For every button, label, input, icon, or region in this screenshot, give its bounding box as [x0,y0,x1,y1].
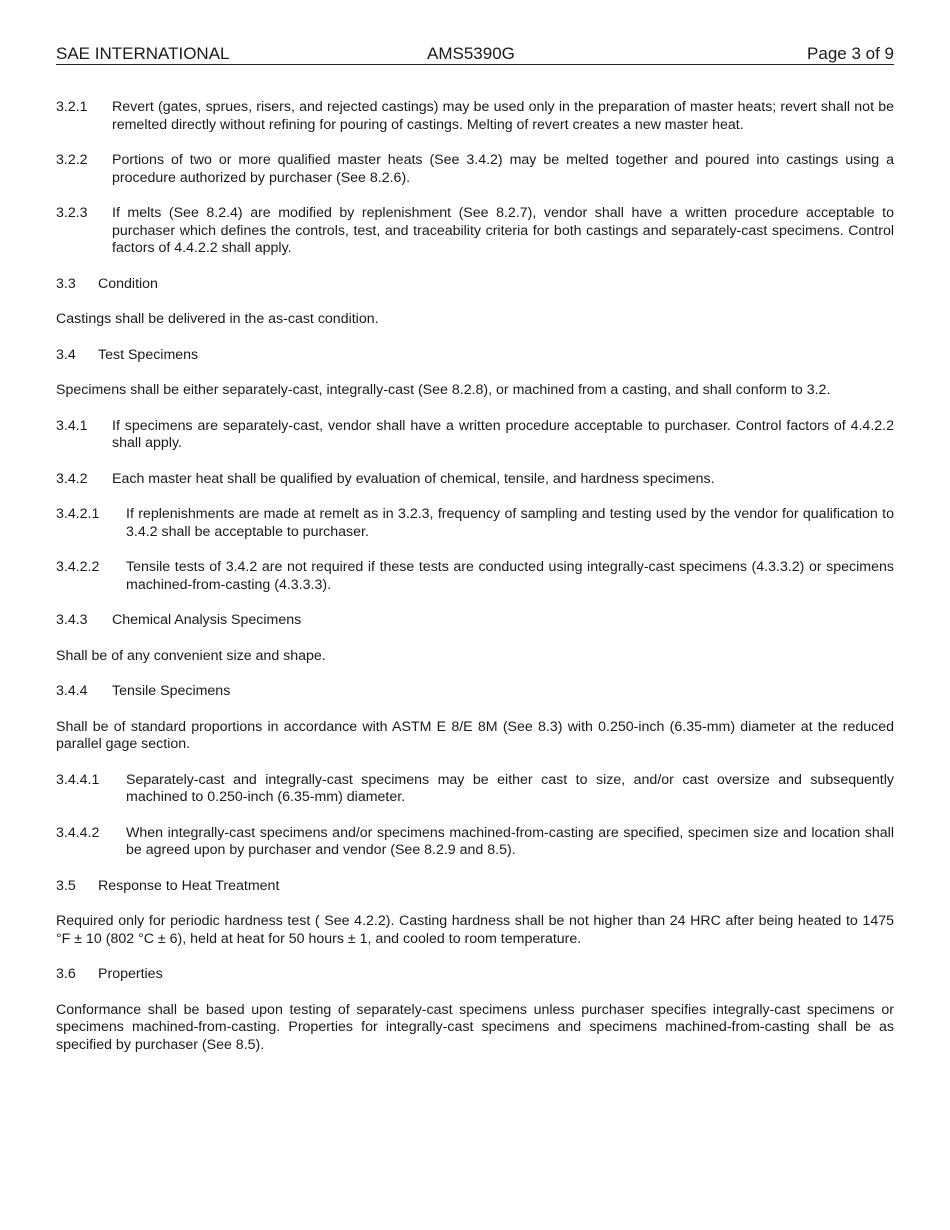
clause-text: Separately-cast and integrally-cast specimens may be either cast to size, and/or cast oversize and subsequently machined to 0.250-inch (6.35-mm) diameter. [126,771,894,805]
clause-text: When integrally-cast specimens and/or specimens machined-from-casting are specified, specimen size and location shall be agreed upon by purchaser and vendor (See 8.2.9 and 8.5). [126,824,894,858]
section-heading-3-3 [56,276,894,294]
section-number: 3.4.3 [56,612,88,628]
clause-number: 3.4.2.2 [56,559,100,575]
section-heading-3-4 [56,347,894,365]
header-document-number: AMS5390G [427,44,515,63]
section-number: 3.6 [56,966,76,982]
section-paragraph: Specimens shall be either separately-cast, integrally-cast (See 8.2.8), or machined from a casting, and shall conform to 3.2. [56,382,831,398]
clause-3-4-4-2 [56,825,894,860]
clause-text: If melts (See 8.2.4) are modified by replenishment (See 8.2.7), vendor shall have a written procedure acceptable to purchaser which defines the controls, test, and traceability criteria for both castings and separately-cast specimens. Control factors of 4.4.2.2 shall apply. [112,205,894,256]
clause-number: 3.4.4.2 [56,824,100,841]
header-organization: SAE INTERNATIONAL [56,44,230,63]
clause-text: Portions of two or more qualified master heats (See 3.4.2) may be melted together and poured into castings using a procedure authorized by purchaser (See 8.2.6). [112,152,894,186]
section-title: Response to Heat Treatment [98,877,280,894]
clause-3-4-2-2 [56,559,894,594]
clause-number: 3.4.4.1 [56,771,100,788]
clause-text: Each master heat shall be qualified by evaluation of chemical, tensile, and hardness specimens. [112,470,715,487]
page-header [56,44,894,65]
clause-text: Tensile tests of 3.4.2 are not required if these tests are conducted using integrally-cast specimens (4.3.3.2) or specimens machined-from-casting (4.3.3.3). [126,559,894,593]
clause-3-2-3 [56,205,894,258]
section-heading-3-5 [56,878,894,896]
section-number: 3.5 [56,877,76,894]
section-title: Test Specimens [98,346,199,363]
section-heading-3-6 [56,966,894,984]
section-number: 3.4.4 [56,683,88,699]
clause-number: 3.2.3 [56,205,88,221]
clause-text: Revert (gates, sprues, risers, and rejected castings) may be used only in the preparation of master heats; revert shall not be remelted directly without refining for pouring of castings. Melting of revert creates a new master heat. [112,99,894,133]
clause-3-4-4-1 [56,772,894,807]
section-title: Properties [98,966,163,982]
clause-text: If replenishments are made at remelt as in 3.2.3, frequency of sampling and testing used by the vendor for qualification to 3.4.2 shall be acceptable to purchaser. [126,506,894,540]
section-heading-3-4-3 [56,612,894,630]
section-heading-3-4-4 [56,683,894,701]
clause-text: If specimens are separately-cast, vendor shall have a written procedure acceptable to purchaser. Control factors of 4.4.2.2 shall apply. [112,417,894,451]
clause-number: 3.4.2.1 [56,506,100,522]
section-paragraph: Conformance shall be based upon testing of separately-cast specimens unless purchaser specifies integrally-cast specimens or specimens machined-from-casting. Properties for integrally-cast specimens and specimens machined-from-casting shall be as specified by purchaser (See 8.5). [56,1001,894,1053]
clause-3-2-1 [56,99,894,134]
section-title: Condition [98,275,158,292]
section-paragraph: Shall be of any convenient size and shape. [56,647,326,664]
section-title: Chemical Analysis Specimens [112,612,302,628]
document-body [56,99,894,1054]
document-page [56,44,894,1072]
clause-3-4-1 [56,418,894,453]
header-page-number: Page 3 of 9 [807,44,894,63]
clause-number: 3.4.1 [56,417,88,434]
section-number: 3.3 [56,275,76,292]
section-title: Tensile Specimens [112,683,231,699]
section-number: 3.4 [56,346,76,363]
clause-number: 3.2.1 [56,99,88,115]
section-paragraph: Required only for periodic hardness test ( See 4.2.2). Casting hardness shall be not higher than 24 HRC after being heated to 1475 °F ± 10 (802 °C ± 6), held at heat for 50 hours ± 1, and cooled to room temperature. [56,913,894,947]
clause-3-4-2-1 [56,506,894,541]
clause-number: 3.2.2 [56,152,88,168]
clause-3-2-2 [56,152,894,187]
section-paragraph: Shall be of standard proportions in accordance with ASTM E 8/E 8M (See 8.3) with 0.250-inch (6.35-mm) diameter at the reduced parallel gage section. [56,718,894,752]
section-paragraph: Castings shall be delivered in the as-cast condition. [56,311,379,327]
clause-number: 3.4.2 [56,470,88,487]
clause-3-4-2 [56,471,894,489]
